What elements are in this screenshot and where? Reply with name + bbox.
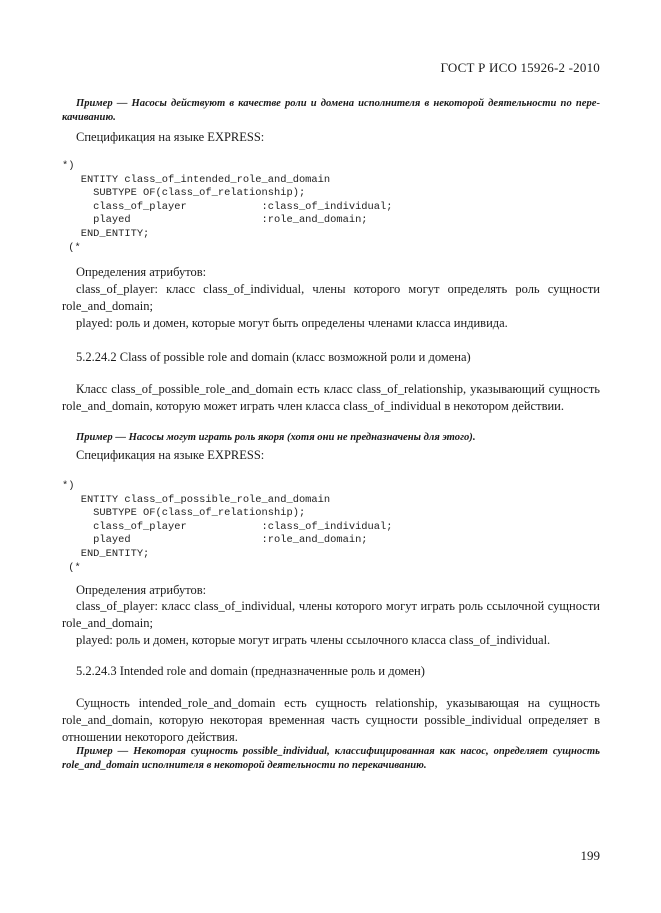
section-heading-5-2-24-3	[62, 663, 600, 680]
attr-definition-2b	[62, 632, 600, 649]
section-heading-5-2-24-2	[62, 349, 600, 366]
example-paragraph-2	[62, 431, 600, 445]
section-body-text: Сущность intended_role_and_domain есть сущность relationship, указывающая на сущность role_and_domain, которую некоторая временная часть сущности possible_individual определяет в отношении некоторого действия.	[62, 696, 600, 744]
attr-label-text: Определения атрибутов:	[76, 265, 207, 279]
attr-definition-1a	[62, 281, 600, 315]
standard-header: ГОСТ Р ИСО 15926-2 -2010	[440, 60, 600, 75]
attr-definition-text: played: роль и домен, которые могут быть определены членами класса индивида.	[76, 316, 508, 330]
attr-definition-text: class_of_player: класс class_of_individual, члены которого могут определять роль сущности role_and_domain;	[62, 282, 600, 313]
example-text: Пример — Насосы могут играть роль якоря (хотя они не предназначены для этого).	[76, 432, 476, 443]
attr-label-2	[62, 582, 600, 599]
attr-definition-text: class_of_player: класс class_of_individual, члены которого могут играть роль ссылочной сущности role_and_domain;	[62, 599, 600, 630]
attr-definition-1b	[62, 315, 600, 332]
section-body-2	[62, 381, 600, 415]
example-paragraph-1	[62, 97, 600, 125]
example-text: Пример — Насосы действуют в качестве роли и домена исполнителя в некоторой деятельности по пере-качиванию.	[62, 98, 600, 123]
page-number: 199	[580, 848, 600, 863]
section-heading-text: 5.2.24.2 Class of possible role and domain (класс возможной роли и домена)	[76, 350, 471, 364]
spec-label-2	[62, 447, 600, 464]
express-code-block-2: *) ENTITY class_of_possible_role_and_domain SUBTYPE OF(class_of_relationship); class_of_player :class_of_individual; played :role_and_domain; END_ENTITY; (*	[62, 480, 393, 574]
spec-label-text: Спецификация на языке EXPRESS:	[76, 448, 265, 462]
section-heading-text: 5.2.24.3 Intended role and domain (предназначенные роль и домен)	[76, 664, 425, 678]
attr-label-text: Определения атрибутов:	[76, 583, 207, 597]
spec-label-1	[62, 129, 600, 146]
spec-label-text: Спецификация на языке EXPRESS:	[76, 130, 265, 144]
section-body-text: Класс class_of_possible_role_and_domain есть класс class_of_relationship, указывающий сущность role_and_domain, которую может играть член класса class_of_individual в некотором действии.	[62, 382, 600, 413]
example-text: Пример — Некоторая сущность possible_individual, классифицированная как насос, определяет сущность role_and_domain исполнителя в некоторой деятельности по перекачиванию.	[62, 746, 600, 771]
attr-label-1	[62, 264, 600, 281]
attr-definition-text: played: роль и домен, которые могут играть члены ссылочного класса class_of_individual.	[76, 633, 551, 647]
express-code-block-1: *) ENTITY class_of_intended_role_and_domain SUBTYPE OF(class_of_relationship); class_of_player :class_of_individual; played :role_and_domain; END_ENTITY; (*	[62, 160, 393, 254]
attr-definition-2a	[62, 598, 600, 632]
section-body-3	[62, 695, 600, 746]
example-paragraph-3	[62, 745, 600, 773]
